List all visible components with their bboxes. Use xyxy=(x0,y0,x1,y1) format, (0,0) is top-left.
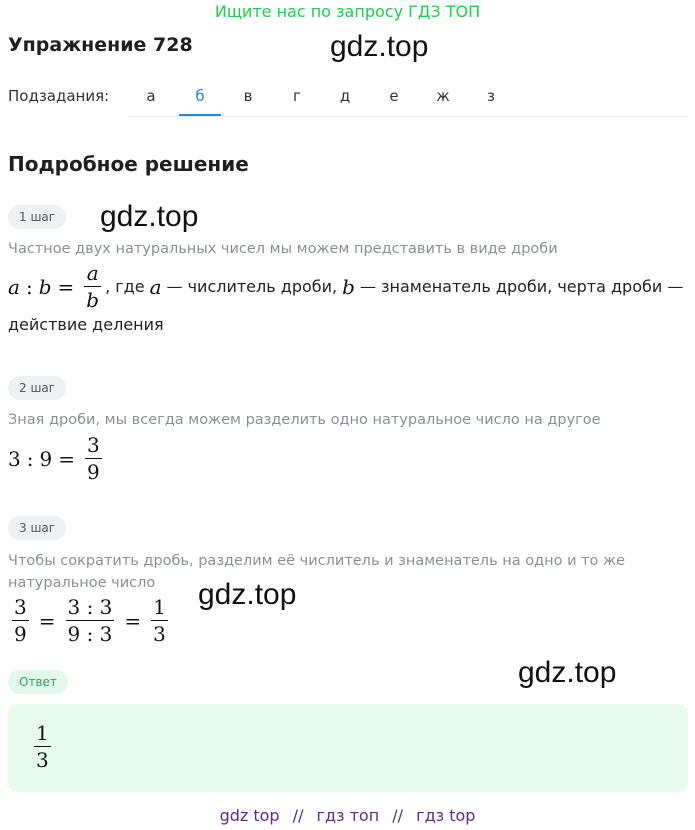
watermark: gdz.top xyxy=(518,656,617,689)
fraction: $\frac{3 : 3}{9 : 3}$ xyxy=(67,595,113,647)
formula-text: , где xyxy=(105,277,145,297)
tab-g[interactable]: г xyxy=(293,87,301,105)
watermark: gdz.top xyxy=(330,30,429,63)
answer-box xyxy=(8,704,688,792)
tab-z[interactable]: з xyxy=(487,87,495,105)
formula-step3: $\frac{3}{9}$ = $\frac{3 : 3}{9 : 3}$ = $\frac{1}{3}$ xyxy=(14,595,166,647)
step-text: натуральное число xyxy=(8,575,156,591)
footer-link[interactable]: гдз топ xyxy=(316,806,380,825)
search-banner[interactable]: Ищите нас по запросу ГДЗ ТОП xyxy=(214,2,481,21)
tab-d[interactable]: д xyxy=(339,87,351,105)
page-title: Упражнение 728 xyxy=(8,34,193,56)
footer-links xyxy=(0,806,695,825)
subtasks-label: Подзадания: xyxy=(8,87,110,105)
tab-a[interactable]: а xyxy=(146,87,156,105)
footer-separator: // xyxy=(392,806,404,825)
fraction: $\frac{1}{3}$ xyxy=(153,595,166,647)
answer-badge: Ответ xyxy=(8,670,68,694)
formula-step1: a : b = $\frac{a}{b}$ , где a — числитель дроби, b — знаменатель дроби, черта дроби — xyxy=(8,261,684,313)
footer-link[interactable]: гдз top xyxy=(416,806,476,825)
watermark: gdz.top xyxy=(198,578,297,611)
solution-heading: Подробное решение xyxy=(8,152,249,176)
fraction xyxy=(34,722,51,771)
answer-denominator: 3 xyxy=(36,748,49,773)
step-text: Чтобы сократить дробь, разделим её числитель и знаменатель на одно и то же xyxy=(8,553,626,569)
step-badge: 1 шаг xyxy=(8,205,66,229)
step-text: Зная дроби, мы всегда можем разделить одно натуральное число на другое xyxy=(8,412,601,428)
tab-v[interactable]: в xyxy=(243,87,253,105)
footer-separator: // xyxy=(292,806,304,825)
answer-formula xyxy=(30,722,55,771)
step-continuation: действие деления xyxy=(8,315,164,334)
footer-link[interactable]: gdz top xyxy=(219,806,280,825)
step-text: Частное двух натуральных чисел мы можем представить в виде дроби xyxy=(8,241,558,257)
tab-b[interactable]: б xyxy=(179,78,221,116)
tab-zh[interactable]: ж xyxy=(436,87,450,105)
answer-numerator: 1 xyxy=(36,721,49,745)
formula-text: — знаменатель дроби, черта дроби — xyxy=(359,277,684,297)
watermark: gdz.top xyxy=(100,200,199,233)
fraction: $\frac{3}{9}$ xyxy=(14,595,27,647)
tab-e[interactable]: е xyxy=(389,87,399,105)
subtasks-tabs xyxy=(128,78,688,117)
formula-step2: 3 : 9 = $\frac{3}{9}$ xyxy=(8,433,100,485)
formula-text: — числитель дроби, xyxy=(166,277,338,297)
step-badge: 3 шаг xyxy=(8,516,66,540)
step-badge: 2 шаг xyxy=(8,376,66,400)
fraction: $\frac{3}{9}$ xyxy=(86,433,100,485)
fraction: $\frac{a}{b}$ xyxy=(86,261,100,313)
